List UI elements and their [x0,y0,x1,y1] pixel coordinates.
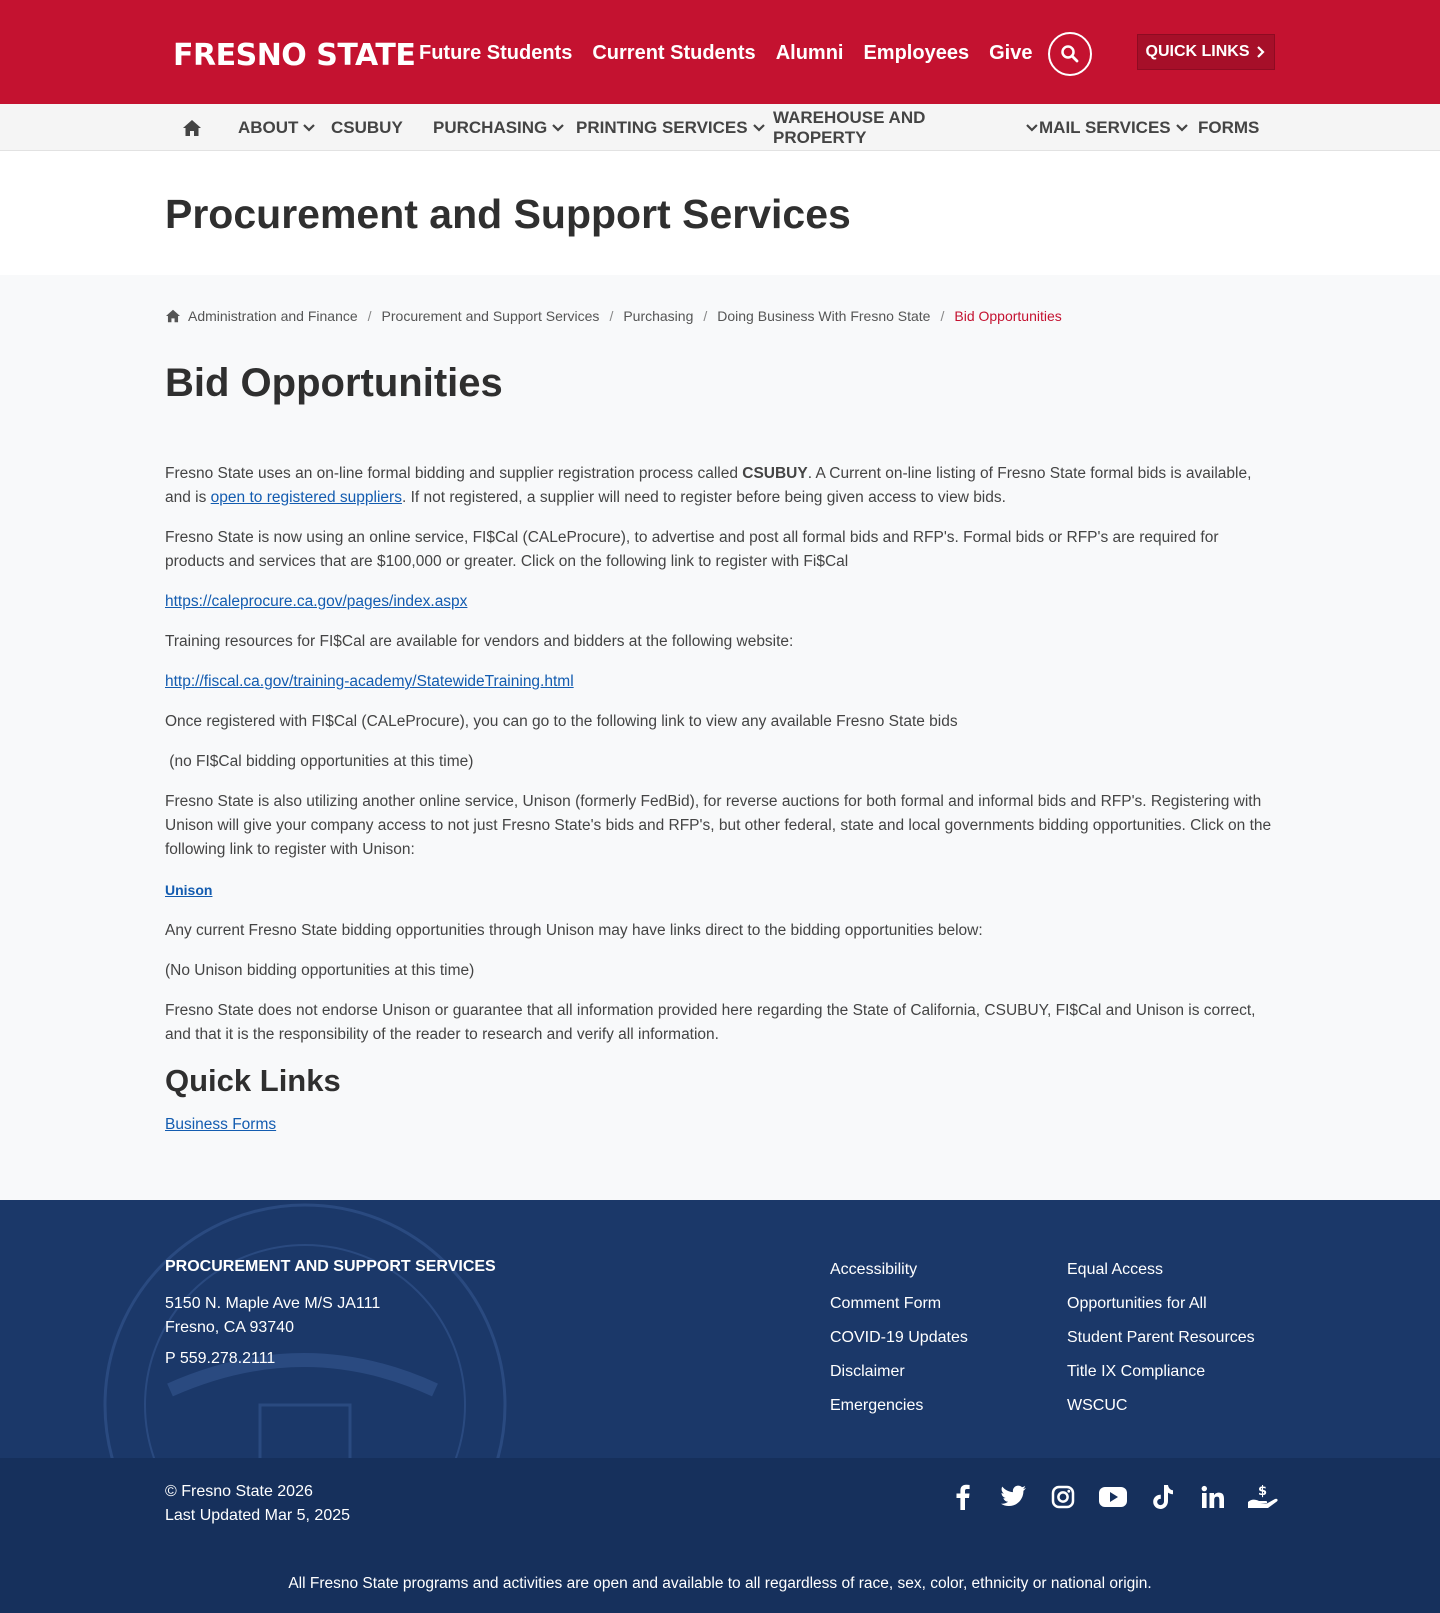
subnav-mail-label: MAIL SERVICES [1039,117,1171,137]
address-line-2: Fresno, CA 93740 [165,1319,294,1336]
tiktok-icon[interactable] [1138,1482,1188,1512]
nondiscrimination-statement: All Fresno State programs and activities are open and available to all regardless of race, sex, color, ethnicity or national origin. [288,1575,1152,1592]
breadcrumb-purchasing[interactable]: Purchasing [623,308,694,324]
main-content [0,275,1440,1200]
home-link[interactable] [182,104,238,151]
fiscal-training-link[interactable]: http://fiscal.ca.gov/training-academy/StatewideTraining.html [165,673,574,690]
paragraph-disclaimer: Fresno State does not endorse Unison or guarantee that all information provided here regarding the State of California, CSUBUY, FI$Cal and Unison is correct, and that it is the responsibility of the reader to research and verify all information. [165,1002,1256,1043]
twitter-icon[interactable] [988,1482,1038,1512]
text: . If not registered, a supplier will need to register before being given access to view bids. [401,489,1006,506]
footer-link-title-ix[interactable]: Title IX Compliance [1067,1363,1206,1380]
nav-current-students[interactable]: Current Students [592,42,756,64]
footer-bottom [0,1458,1440,1613]
facebook-icon[interactable] [938,1482,988,1512]
last-updated: Last Updated Mar 5, 2025 [165,1507,351,1524]
paragraph-link1 [165,590,1277,614]
paragraph-no-fiscal: (no FI$Cal bidding opportunities at this time) [165,753,474,770]
subnav-forms-label: FORMS [1198,117,1260,137]
breadcrumb-separator: / [367,308,372,324]
breadcrumb-doing-business[interactable]: Doing Business With Fresno State [717,308,931,324]
unison-link[interactable]: Unison [165,882,213,898]
paragraph-csubuy [165,462,1277,510]
footer-department-title: PROCUREMENT AND SUPPORT SERVICES [165,1258,496,1275]
section-nav [0,104,1440,151]
text: . A Current on-line listing of Fresno State formal bids is available, and is [165,465,1252,506]
paragraph-unison-current: Any current Fresno State bidding opportunities through Unison may have links direct to the bidding opportunities below: [165,922,983,939]
footer-link-comment-form[interactable]: Comment Form [830,1295,942,1312]
subnav-purchasing[interactable] [433,104,576,151]
footer-link-student-parent[interactable]: Student Parent Resources [1067,1329,1255,1346]
subnav-about[interactable] [238,104,331,151]
footer-address [165,1292,380,1340]
subnav-printing-services[interactable] [576,104,773,151]
subnav-mail-services[interactable] [1039,104,1198,151]
chevron-down-icon [1175,123,1189,133]
subnav-csubuy-label: CSUBUY [331,117,403,137]
paragraph-once-registered: Once registered with FI$Cal (CALeProcure), you can go to the following link to view any available Fresno State bids [165,713,958,730]
give-hand-icon[interactable] [1238,1482,1288,1512]
breadcrumb-current: Bid Opportunities [954,308,1062,324]
linkedin-icon[interactable] [1188,1482,1238,1512]
footer-links-col1 [830,1258,968,1428]
footer-copyright-block [165,1480,350,1528]
audience-nav [419,42,1052,65]
nav-alumni[interactable]: Alumni [775,42,844,64]
quick-links-button[interactable] [1137,34,1275,70]
fresno-state-logo[interactable]: FRESNO STATE [173,38,416,73]
footer-link-wscuc[interactable]: WSCUC [1067,1397,1128,1414]
chevron-down-icon [551,123,565,133]
subnav-warehouse-label: WAREHOUSE AND PROPERTY [773,107,926,147]
text: Fresno State uses an on-line formal bidding and supplier registration process called [165,465,743,482]
paragraph-link3 [165,878,1277,903]
footer-link-emergencies[interactable]: Emergencies [830,1397,924,1414]
paragraph-training: Training resources for FI$Cal are available for vendors and bidders at the following website: [165,633,794,650]
registered-suppliers-link[interactable]: open to registered suppliers [210,489,402,506]
subnav-csubuy[interactable] [331,104,433,151]
paragraph-link2 [165,670,1277,694]
chevron-down-icon [1025,123,1039,133]
breadcrumb-separator: / [609,308,614,324]
subnav-forms[interactable] [1198,104,1259,151]
footer-phone[interactable]: P 559.278.2111 [165,1350,276,1367]
nav-future-students[interactable]: Future Students [419,42,573,64]
quick-links-heading: Quick Links [165,1063,341,1098]
page-title: Bid Opportunities [165,361,503,405]
footer-link-covid[interactable]: COVID-19 Updates [830,1329,968,1346]
subnav-warehouse-property[interactable] [773,104,1039,151]
subnav-printing-label: PRINTING SERVICES [576,117,748,137]
breadcrumb-procurement[interactable]: Procurement and Support Services [381,308,600,324]
business-forms-link[interactable]: Business Forms [165,1116,277,1133]
paragraph-fiscal: Fresno State is now using an online service, FI$Cal (CALeProcure), to advertise and post all formal bids and RFP's. Formal bids or RFP's are required for products and services that are $100,000 or greater. Click on the following link to register with Fi$Cal [165,529,1219,570]
paragraph-quick-link [165,1113,1277,1137]
youtube-icon[interactable] [1088,1482,1138,1512]
footer-links-col2 [1067,1258,1255,1428]
subnav-about-label: ABOUT [238,117,299,137]
svg-text:$: $ [1258,1484,1268,1499]
home-icon[interactable] [165,309,181,323]
nav-employees[interactable]: Employees [863,42,970,64]
breadcrumb-separator: / [703,308,708,324]
footer-link-equal-access[interactable]: Equal Access [1067,1261,1164,1278]
copyright: © Fresno State 2026 [165,1483,313,1500]
breadcrumb [165,308,1062,324]
social-links [938,1482,1288,1512]
breadcrumb-admin-finance[interactable]: Administration and Finance [188,308,358,324]
footer-link-disclaimer[interactable]: Disclaimer [830,1363,905,1380]
chevron-down-icon [752,123,766,133]
subnav-purchasing-label: PURCHASING [433,117,548,137]
paragraph-no-unison: (No Unison bidding opportunities at this time) [165,962,475,979]
breadcrumb-separator: / [940,308,945,324]
caleprocure-link[interactable]: https://caleprocure.ca.gov/pages/index.aspx [165,593,468,610]
chevron-down-icon [302,123,316,133]
top-header [0,0,1440,104]
article-body [165,462,1277,1153]
home-icon [182,119,202,137]
paragraph-unison: Fresno State is also utilizing another online service, Unison (formerly FedBid), for reverse auctions for both formal and informal bids and RFP's. Registering with Unison will give your company access to not just Fresno State's bids and RFP's, but other federal, state and local governments bidding opportunities. Click on the following link to register with Unison: [165,793,1272,858]
nav-give[interactable]: Give [989,42,1033,64]
site-title-band [0,151,1440,275]
search-icon [1060,44,1080,64]
site-title[interactable]: Procurement and Support Services [165,191,851,237]
instagram-icon[interactable] [1038,1482,1088,1512]
address-line-1: 5150 N. Maple Ave M/S JA111 [165,1295,381,1312]
quick-links-label: QUICK LINKS [1145,43,1250,60]
search-button[interactable] [1048,32,1092,76]
site-footer [0,1200,1440,1458]
csubuy-bold: CSUBUY [742,465,808,482]
footer-link-accessibility[interactable]: Accessibility [830,1261,918,1278]
chevron-right-icon [1255,45,1267,59]
footer-link-opportunities[interactable]: Opportunities for All [1067,1295,1207,1312]
